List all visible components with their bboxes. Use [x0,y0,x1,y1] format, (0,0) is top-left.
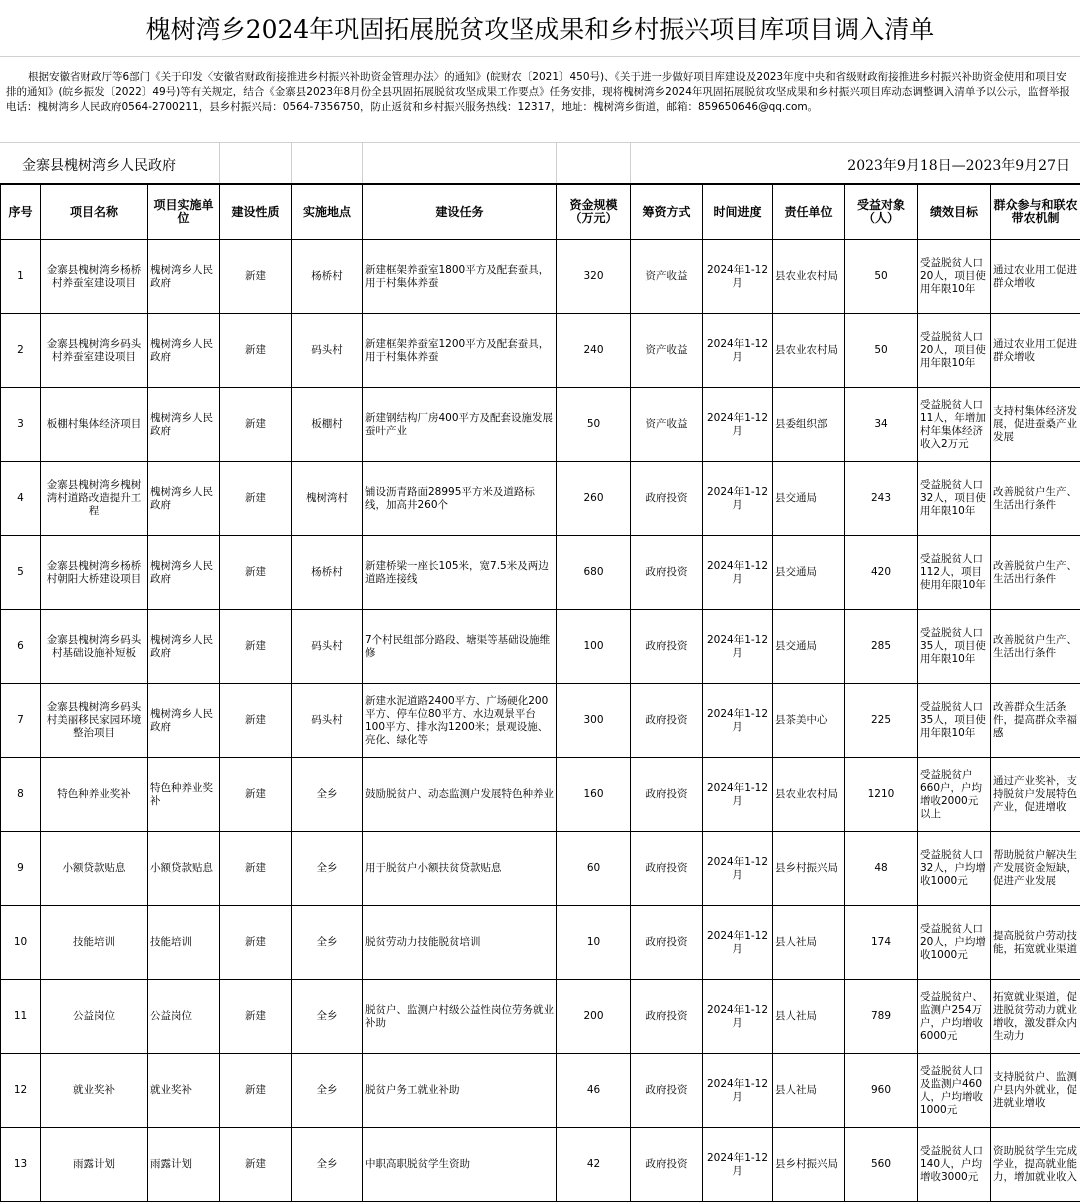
table-cell: 新建 [220,240,292,314]
table-cell: 11 [1,980,41,1054]
table-cell: 新建 [220,906,292,980]
table-cell: 新建框架养蚕室1800平方及配套蚕具，用于村集体养蚕 [363,240,557,314]
table-cell: 县交通局 [773,536,845,610]
table-cell: 通过产业奖补，支持脱贫户发展特色产业，促进增收 [991,758,1080,832]
table-cell: 300 [557,684,631,758]
table-cell: 5 [1,536,41,610]
table-cell: 小额贷款贴息 [148,832,220,906]
table-cell: 受益脱贫人口20人，项目使用年限10年 [918,240,991,314]
table-cell: 受益脱贫人口20人，项目使用年限10年 [918,314,991,388]
table-cell: 政府投资 [631,832,703,906]
table-cell: 政府投资 [631,462,703,536]
table-cell: 支持脱贫户、监测户县内外就业，促进就业增收 [991,1054,1080,1128]
table-cell: 225 [845,684,918,758]
table-row [1,980,1080,1054]
table-cell: 小额贷款贴息 [41,832,148,906]
table-cell: 政府投资 [631,684,703,758]
table-cell: 板棚村集体经济项目 [41,388,148,462]
table-cell: 槐树湾乡人民政府 [148,536,220,610]
table-row [1,240,1080,314]
table-cell: 2024年1-12月 [703,684,773,758]
table-cell: 2024年1-12月 [703,980,773,1054]
table-cell: 槐树湾村 [292,462,363,536]
table-cell: 改善脱贫户生产、生活出行条件 [991,610,1080,684]
table-cell: 县农业农村局 [773,314,845,388]
table-cell: 全乡 [292,1054,363,1128]
table-cell: 政府投资 [631,536,703,610]
table-cell: 槐树湾乡人民政府 [148,610,220,684]
table-cell: 槐树湾乡人民政府 [148,388,220,462]
table-header-row [1,185,1080,240]
table-cell: 新建 [220,462,292,536]
table-cell: 技能培训 [148,906,220,980]
table-cell: 2024年1-12月 [703,758,773,832]
column-header: 实施地点 [292,185,363,240]
table-cell: 960 [845,1054,918,1128]
table-cell: 2024年1-12月 [703,240,773,314]
table-cell: 10 [557,906,631,980]
table-cell: 受益脱贫户、监测户254万户，户均增收6000元 [918,980,991,1054]
table-cell: 新建 [220,758,292,832]
column-header: 受益对象（人） [845,185,918,240]
table-cell: 789 [845,980,918,1054]
table-cell: 100 [557,610,631,684]
table-cell: 鼓励脱贫户、动态监测户发展特色种养业 [363,758,557,832]
info-divider [219,143,220,183]
table-cell: 县交通局 [773,462,845,536]
table-cell: 改善脱贫户生产、生活出行条件 [991,536,1080,610]
table-cell: 2024年1-12月 [703,610,773,684]
column-header: 筹资方式 [631,185,703,240]
table-cell: 政府投资 [631,1054,703,1128]
table-cell: 受益脱贫人口32人，项目使用年限10年 [918,462,991,536]
table-cell: 240 [557,314,631,388]
table-row [1,906,1080,980]
table-cell: 1210 [845,758,918,832]
table-cell: 1 [1,240,41,314]
table-row [1,610,1080,684]
table-cell: 受益脱贫人口20人，户均增收1000元 [918,906,991,980]
table-cell: 7个村民组部分路段、塘渠等基础设施维修 [363,610,557,684]
table-cell: 2024年1-12月 [703,314,773,388]
column-header: 项目名称 [41,185,148,240]
table-cell: 全乡 [292,758,363,832]
table-cell: 新建 [220,1128,292,1202]
table-cell: 政府投资 [631,906,703,980]
table-cell: 50 [557,388,631,462]
table-row [1,758,1080,832]
project-table [0,184,1080,1202]
table-row [1,832,1080,906]
table-cell: 新建框架养蚕室1200平方及配套蚕具，用于村集体养蚕 [363,314,557,388]
table-cell: 6 [1,610,41,684]
table-cell: 县人社局 [773,906,845,980]
table-cell: 受益脱贫人口112人，项目使用年限10年 [918,536,991,610]
table-cell: 资助脱贫学生完成学业，提高就业能力，增加就业收入 [991,1128,1080,1202]
table-cell: 就业奖补 [148,1054,220,1128]
table-cell: 新建 [220,610,292,684]
column-header: 群众参与和联农带农机制 [991,185,1080,240]
table-row [1,388,1080,462]
column-header: 建设性质 [220,185,292,240]
table-cell: 2024年1-12月 [703,462,773,536]
table-cell: 码头村 [292,314,363,388]
table-row [1,684,1080,758]
table-cell: 县农业农村局 [773,758,845,832]
table-cell: 受益脱贫人口11人，年增加村年集体经济收入2万元 [918,388,991,462]
table-cell: 新建 [220,980,292,1054]
table-cell: 提高脱贫户劳动技能，拓宽就业渠道 [991,906,1080,980]
table-row [1,1054,1080,1128]
info-divider [630,143,631,183]
table-cell: 160 [557,758,631,832]
table-cell: 通过农业用工促进群众增收 [991,240,1080,314]
table-cell: 资产收益 [631,240,703,314]
table-cell: 通过农业用工促进群众增收 [991,314,1080,388]
table-cell: 雨露计划 [41,1128,148,1202]
publicity-period: 2023年9月18日—2023年9月27日 [847,155,1070,175]
table-cell: 县交通局 [773,610,845,684]
table-cell: 政府投资 [631,1128,703,1202]
table-row [1,536,1080,610]
table-cell: 改善脱贫户生产、生活出行条件 [991,462,1080,536]
column-header: 序号 [1,185,41,240]
table-cell: 帮助脱贫户解决生产发展资金短缺，促进产业发展 [991,832,1080,906]
organization-name: 金寨县槐树湾乡人民政府 [22,155,176,175]
table-cell: 技能培训 [41,906,148,980]
table-cell: 金寨县槐树湾乡码头村基础设施补短板 [41,610,148,684]
table-cell: 42 [557,1128,631,1202]
table-cell: 200 [557,980,631,1054]
table-cell: 县人社局 [773,980,845,1054]
page-title: 槐树湾乡2024年巩固拓展脱贫攻坚成果和乡村振兴项目库项目调入清单 [0,0,1080,57]
table-cell: 受益脱贫户660户，户均增收2000元以上 [918,758,991,832]
table-cell: 县乡村振兴局 [773,1128,845,1202]
table-cell: 新建 [220,536,292,610]
table-cell: 新建桥梁一座长105米，宽7.5米及两边道路连接线 [363,536,557,610]
table-cell: 7 [1,684,41,758]
table-cell: 就业奖补 [41,1054,148,1128]
table-row [1,1128,1080,1202]
table-cell: 拓宽就业渠道，促进脱贫劳动力就业增收，激发群众内生动力 [991,980,1080,1054]
table-cell: 4 [1,462,41,536]
table-cell: 全乡 [292,906,363,980]
table-cell: 全乡 [292,1128,363,1202]
table-cell: 受益脱贫人口35人，项目使用年限10年 [918,610,991,684]
table-cell: 2024年1-12月 [703,906,773,980]
table-cell: 10 [1,906,41,980]
table-cell: 2024年1-12月 [703,1128,773,1202]
table-cell: 50 [845,240,918,314]
table-cell: 金寨县槐树湾乡码头村养蚕室建设项目 [41,314,148,388]
table-cell: 县茶美中心 [773,684,845,758]
table-cell: 2024年1-12月 [703,536,773,610]
table-cell: 槐树湾乡人民政府 [148,314,220,388]
table-cell: 政府投资 [631,758,703,832]
table-cell: 县农业农村局 [773,240,845,314]
table-cell: 新建 [220,314,292,388]
table-cell: 杨桥村 [292,240,363,314]
table-cell: 码头村 [292,684,363,758]
table-cell: 码头村 [292,610,363,684]
table-cell: 9 [1,832,41,906]
table-cell: 政府投资 [631,610,703,684]
table-cell: 新建 [220,388,292,462]
table-cell: 脱贫劳动力技能脱贫培训 [363,906,557,980]
table-cell: 资产收益 [631,388,703,462]
table-cell: 新建 [220,684,292,758]
table-cell: 12 [1,1054,41,1128]
table-cell: 公益岗位 [148,980,220,1054]
table-cell: 560 [845,1128,918,1202]
table-cell: 杨桥村 [292,536,363,610]
column-header: 责任单位 [773,185,845,240]
table-cell: 特色种养业奖补 [41,758,148,832]
table-cell: 受益脱贫人口32人，户均增收1000元 [918,832,991,906]
table-cell: 县人社局 [773,1054,845,1128]
table-cell: 受益脱贫人口及监测户460人，户均增收1000元 [918,1054,991,1128]
table-cell: 改善群众生活条件，提高群众幸福感 [991,684,1080,758]
table-cell: 板棚村 [292,388,363,462]
table-cell: 公益岗位 [41,980,148,1054]
table-cell: 金寨县槐树湾乡码头村美丽移民家园环境整治项目 [41,684,148,758]
table-cell: 243 [845,462,918,536]
column-header: 项目实施单位 [148,185,220,240]
table-cell: 县委组织部 [773,388,845,462]
column-header: 时间进度 [703,185,773,240]
table-cell: 2024年1-12月 [703,832,773,906]
notice-paragraph: 根据安徽省财政厅等6部门《关于印发〈安徽省财政衔接推进乡村振兴补助资金管理办法〉的通知》(皖财农〔2021〕450号)、《关于进一步做好项目库建设及2023年度中央和省级财政衔接推进乡村振兴补助资金使用和项目安排的通知》(皖乡振发〔2022〕49号)等有关规定，结合《金寨县2023年8月份全县巩固拓展脱贫攻坚成果工作要点》任务安排，现将槐树湾乡2024年巩固拓展脱贫攻坚成果和乡村振兴项目库动态调整调入清单予以公示，监督举报电话：槐树湾乡人民政府0564-2700211，县乡村振兴局：0564-7356750，防止返贫和乡村振兴服务热线：12317，地址：槐树湾乡街道，邮箱：859650646@qq.com。 [0,57,1080,143]
info-divider [362,143,363,183]
table-cell: 420 [845,536,918,610]
table-cell: 脱贫户务工就业补助 [363,1054,557,1128]
column-header: 绩效目标 [918,185,991,240]
table-cell: 槐树湾乡人民政府 [148,684,220,758]
table-cell: 受益脱贫人口140人，户均增收3000元 [918,1128,991,1202]
table-cell: 34 [845,388,918,462]
table-cell: 46 [557,1054,631,1128]
table-cell: 新建 [220,832,292,906]
table-cell: 680 [557,536,631,610]
table-cell: 50 [845,314,918,388]
table-cell: 174 [845,906,918,980]
table-cell: 全乡 [292,980,363,1054]
table-cell: 支持村集体经济发展，促进蚕桑产业发展 [991,388,1080,462]
table-cell: 资产收益 [631,314,703,388]
table-cell: 3 [1,388,41,462]
table-cell: 13 [1,1128,41,1202]
table-cell: 60 [557,832,631,906]
table-cell: 2 [1,314,41,388]
info-bar [0,143,1080,184]
table-cell: 新建 [220,1054,292,1128]
table-cell: 政府投资 [631,980,703,1054]
table-cell: 雨露计划 [148,1128,220,1202]
info-divider [556,143,557,183]
table-cell: 脱贫户、监测户村级公益性岗位劳务就业补助 [363,980,557,1054]
table-row [1,462,1080,536]
table-cell: 中职高职脱贫学生资助 [363,1128,557,1202]
table-cell: 48 [845,832,918,906]
table-cell: 320 [557,240,631,314]
table-cell: 县乡村振兴局 [773,832,845,906]
column-header: 建设任务 [363,185,557,240]
table-cell: 用于脱贫户小额扶贫贷款贴息 [363,832,557,906]
table-cell: 285 [845,610,918,684]
table-cell: 金寨县槐树湾乡杨桥村朝阳大桥建设项目 [41,536,148,610]
table-cell: 特色种养业奖补 [148,758,220,832]
table-cell: 2024年1-12月 [703,388,773,462]
table-cell: 2024年1-12月 [703,1054,773,1128]
table-cell: 铺设沥青路面28995平方米及道路标线，加高井260个 [363,462,557,536]
column-header: 资金规模（万元） [557,185,631,240]
table-cell: 8 [1,758,41,832]
table-cell: 槐树湾乡人民政府 [148,462,220,536]
table-cell: 槐树湾乡人民政府 [148,240,220,314]
table-cell: 新建水泥道路2400平方、广场硬化200平方、停车位80平方、水边观景平台100平方、排水沟1200米；景观设施、亮化、绿化等 [363,684,557,758]
table-cell: 全乡 [292,832,363,906]
table-cell: 受益脱贫人口35人，项目使用年限10年 [918,684,991,758]
info-divider [291,143,292,183]
table-cell: 新建钢结构厂房400平方及配套设施发展蚕叶产业 [363,388,557,462]
table-cell: 260 [557,462,631,536]
table-cell: 金寨县槐树湾乡槐树湾村道路改造提升工程 [41,462,148,536]
table-cell: 金寨县槐树湾乡杨桥村养蚕室建设项目 [41,240,148,314]
table-row [1,314,1080,388]
